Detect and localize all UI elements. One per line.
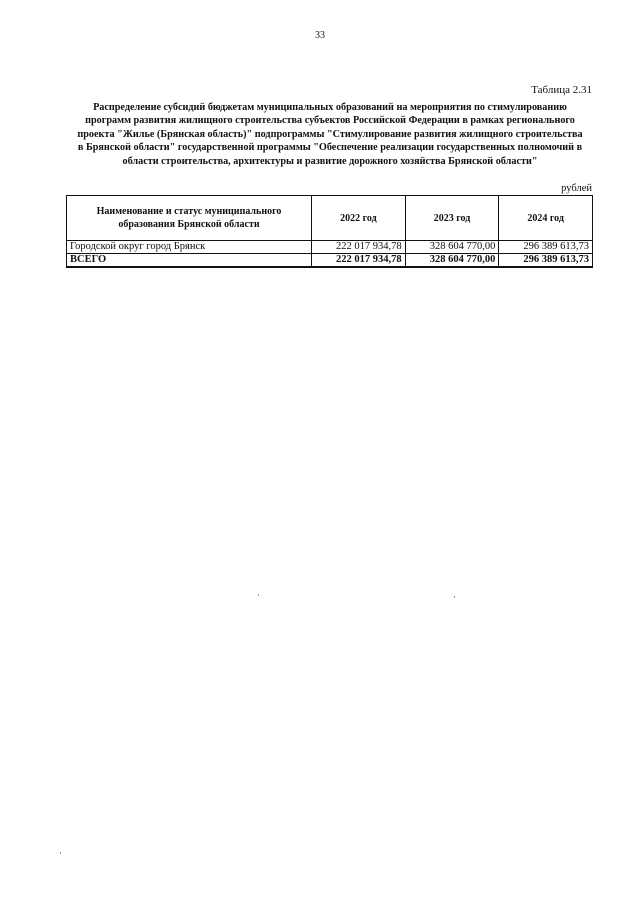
total-2024: 296 389 613,73 [499, 254, 593, 268]
heading-line: области строительства, архитектуры и развитие дорожного хозяйства Брянской области" [122, 155, 538, 167]
row-2024: 296 389 613,73 [499, 241, 593, 254]
row-2022: 222 017 934,78 [312, 241, 406, 254]
table-header-row [67, 196, 593, 241]
header-name: Наименование и статус муниципального образования Брянской области [67, 196, 312, 241]
heading-line: Распределение субсидий бюджетам муниципальных образований на мероприятия по стимулированию [93, 102, 567, 113]
table-label: Таблица 2.31 [531, 84, 592, 96]
unit-label: рублей [561, 183, 592, 194]
total-row [67, 254, 593, 268]
row-name: Городской округ город Брянск [67, 241, 312, 254]
table-row [67, 241, 593, 254]
row-2023: 328 604 770,00 [405, 241, 499, 254]
table-heading [62, 101, 598, 168]
total-2023: 328 604 770,00 [405, 254, 499, 268]
heading-line: программ развития жилищного строительства субъектов Российской Федерации в рамках регионального [85, 115, 575, 127]
heading-line: проекта "Жилье (Брянская область)" подпрограммы "Стимулирование развития жилищного строительства [77, 128, 583, 140]
subsidy-table [66, 195, 593, 268]
header-2022: 2022 год [312, 196, 406, 241]
total-name: ВСЕГО [67, 254, 312, 268]
header-2024: 2024 год [499, 196, 593, 241]
total-2022: 222 017 934,78 [312, 254, 406, 268]
scan-speck [258, 594, 259, 596]
page-number: 33 [315, 30, 325, 41]
scan-speck [454, 596, 455, 598]
heading-line: в Брянской области" государственной программы "Обеспечение реализации государственных полномочий в [77, 142, 583, 154]
scan-speck [60, 852, 61, 854]
header-2023: 2023 год [405, 196, 499, 241]
